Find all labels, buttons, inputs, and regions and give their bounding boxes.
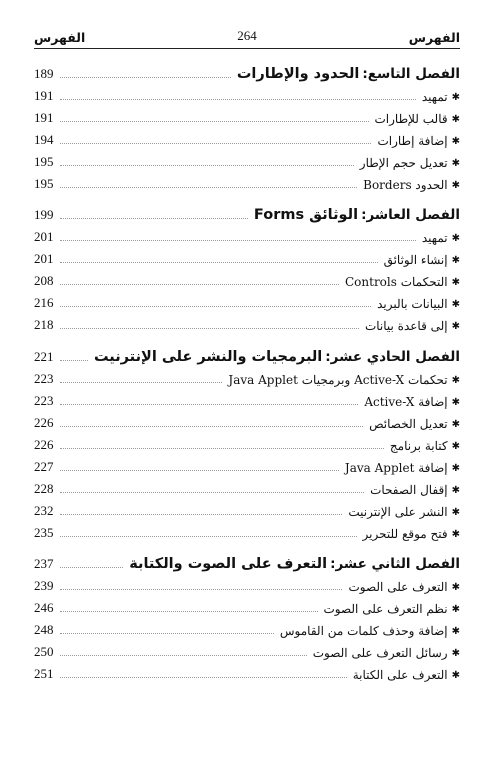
page-ref: 201 xyxy=(34,251,54,266)
page-ref: 251 xyxy=(34,666,54,681)
bullet-icon: ✱ xyxy=(451,604,460,615)
entry-title: تمهيد xyxy=(421,89,448,104)
page-number: 264 xyxy=(237,28,257,43)
bullet-icon: ✱ xyxy=(451,462,460,474)
bullet-icon: ✱ xyxy=(451,277,460,288)
page-header xyxy=(34,28,460,49)
entry-title: كتابة برنامج xyxy=(389,438,448,453)
page-ref: 199 xyxy=(34,207,54,222)
entry-title: إضافة إطارات xyxy=(377,133,448,148)
page-ref: 194 xyxy=(34,131,54,147)
page-ref: 191 xyxy=(34,87,54,103)
toc-entry xyxy=(34,289,460,311)
dot-leader xyxy=(60,589,343,590)
entry-title: فتح موقع للتحرير xyxy=(362,526,448,541)
bullet-icon: ✱ xyxy=(451,157,460,169)
page-ref: 223 xyxy=(34,392,54,408)
entry-title: إقفال الصفحات xyxy=(370,482,448,497)
dot-leader xyxy=(60,470,339,471)
dot-leader xyxy=(60,99,416,100)
entry-title: إضافة Active-X xyxy=(364,394,448,409)
dot-leader xyxy=(60,121,369,122)
page-ref: 195 xyxy=(34,153,54,169)
bullet-icon: ✱ xyxy=(451,582,460,593)
entry-title: تحكمات Active-X وبرمجيات Java Applet xyxy=(228,372,448,387)
bullet-icon: ✱ xyxy=(451,299,460,310)
page-ref: 232 xyxy=(34,502,54,518)
entry-title: إنشاء الوثائق xyxy=(383,253,448,267)
chapter-heading xyxy=(34,56,460,82)
bullet-icon: ✱ xyxy=(451,396,460,408)
chapter-label: الفصل الثاني عشر: xyxy=(330,556,460,572)
page-ref: 223 xyxy=(34,370,54,386)
dot-leader xyxy=(60,262,378,263)
chapter-title: الوثائق Forms xyxy=(253,207,359,223)
table-of-contents xyxy=(34,56,460,682)
page-ref: 246 xyxy=(34,600,54,615)
toc-entry xyxy=(34,82,460,104)
bullet-icon: ✱ xyxy=(451,255,460,266)
toc-entry xyxy=(34,431,460,453)
page-ref: 218 xyxy=(34,317,54,332)
page-ref: 189 xyxy=(34,65,54,81)
entry-title: إضافة وحذف كلمات من القاموس xyxy=(279,624,448,638)
dot-leader xyxy=(60,448,384,449)
bullet-icon: ✱ xyxy=(451,648,460,659)
dot-leader xyxy=(60,492,365,493)
toc-entry xyxy=(34,223,460,245)
header-left-title: الفهرس xyxy=(34,30,86,45)
entry-title: إضافة Java Applet xyxy=(344,460,448,475)
toc-entry xyxy=(34,267,460,289)
toc-entry xyxy=(34,497,460,519)
entry-title: التعرف على الصوت xyxy=(348,580,448,594)
dot-leader xyxy=(60,328,359,329)
toc-entry xyxy=(34,660,460,682)
chapter-label: الفصل العاشر: xyxy=(361,207,460,223)
page-ref: 228 xyxy=(34,480,54,496)
dot-leader xyxy=(60,677,347,678)
dot-leader xyxy=(60,360,88,361)
chapter-title: التعرف على الصوت والكتابة xyxy=(129,556,328,572)
dot-leader xyxy=(60,77,231,78)
page-ref: 191 xyxy=(34,109,54,125)
dot-leader xyxy=(60,284,339,285)
dot-leader xyxy=(60,306,372,307)
toc-entry xyxy=(34,453,460,475)
chapter-heading xyxy=(34,198,460,224)
dot-leader xyxy=(60,240,416,241)
page-ref: 248 xyxy=(34,622,54,637)
dot-leader xyxy=(60,514,343,515)
page-ref: 226 xyxy=(34,414,54,430)
entry-title: البيانات بالبريد xyxy=(377,297,448,311)
page-ref: 216 xyxy=(34,295,54,310)
toc-entry xyxy=(34,594,460,616)
dot-leader xyxy=(60,165,354,166)
toc-entry xyxy=(34,572,460,594)
page-ref: 208 xyxy=(34,273,54,288)
chapter-label: الفصل الحادي عشر: xyxy=(325,348,460,365)
page-ref: 226 xyxy=(34,436,54,452)
bullet-icon: ✱ xyxy=(451,626,460,637)
chapter-label: الفصل التاسع: xyxy=(362,65,460,82)
dot-leader xyxy=(60,143,372,144)
dot-leader xyxy=(60,187,358,188)
toc-entry xyxy=(34,409,460,431)
toc-entry xyxy=(34,616,460,638)
chapter-title: الحدود والإطارات xyxy=(236,65,360,82)
bullet-icon: ✱ xyxy=(451,113,460,125)
page-ref: 239 xyxy=(34,578,54,593)
toc-entry xyxy=(34,126,460,148)
page-ref: 195 xyxy=(34,175,54,191)
entry-title: تمهيد xyxy=(421,231,448,245)
dot-leader xyxy=(60,611,318,612)
bullet-icon: ✱ xyxy=(451,179,460,191)
bullet-icon: ✱ xyxy=(451,233,460,244)
bullet-icon: ✱ xyxy=(451,440,460,452)
bullet-icon: ✱ xyxy=(451,670,460,681)
toc-entry xyxy=(34,311,460,333)
dot-leader xyxy=(60,426,364,427)
entry-title: تعديل الخصائص xyxy=(369,416,448,431)
entry-title: تعديل حجم الإطار xyxy=(359,155,448,170)
page-ref: 201 xyxy=(34,229,54,244)
dot-leader xyxy=(60,382,223,383)
toc-entry xyxy=(34,387,460,409)
bullet-icon: ✱ xyxy=(451,321,460,332)
page-ref: 237 xyxy=(34,556,54,571)
bullet-icon: ✱ xyxy=(451,528,460,540)
entry-title: قالب للإطارات xyxy=(374,111,448,126)
toc-entry xyxy=(34,365,460,387)
bullet-icon: ✱ xyxy=(451,91,460,103)
bullet-icon: ✱ xyxy=(451,506,460,518)
page-ref: 221 xyxy=(34,348,54,364)
header-right-title: الفهرس xyxy=(408,30,460,45)
page-ref: 250 xyxy=(34,644,54,659)
entry-title: التعرف على الكتابة xyxy=(352,668,448,682)
bullet-icon: ✱ xyxy=(451,135,460,147)
dot-leader xyxy=(60,567,124,568)
page-ref: 227 xyxy=(34,458,54,474)
entry-title: رسائل التعرف على الصوت xyxy=(312,646,448,660)
bullet-icon: ✱ xyxy=(451,418,460,430)
chapter-heading xyxy=(34,547,460,573)
entry-title: التحكمات Controls xyxy=(344,275,448,289)
dot-leader xyxy=(60,655,307,656)
bullet-icon: ✱ xyxy=(451,374,460,386)
chapter-heading xyxy=(34,339,460,365)
entry-title: إلى قاعدة بيانات xyxy=(364,319,448,333)
toc-entry xyxy=(34,245,460,267)
toc-entry xyxy=(34,519,460,541)
toc-entry xyxy=(34,148,460,170)
toc-entry xyxy=(34,170,460,192)
dot-leader xyxy=(60,404,359,405)
chapter-title: البرمجيات والنشر على الإنترنيت xyxy=(93,348,323,365)
toc-entry xyxy=(34,638,460,660)
entry-title: النشر على الإنترنيت xyxy=(348,504,448,519)
entry-title: نظم التعرف على الصوت xyxy=(323,602,448,616)
dot-leader xyxy=(60,633,274,634)
page-ref: 235 xyxy=(34,524,54,540)
toc-entry xyxy=(34,475,460,497)
bullet-icon: ✱ xyxy=(451,484,460,496)
toc-entry xyxy=(34,104,460,126)
dot-leader xyxy=(60,218,248,219)
entry-title: الحدود Borders xyxy=(363,177,448,192)
dot-leader xyxy=(60,536,357,537)
